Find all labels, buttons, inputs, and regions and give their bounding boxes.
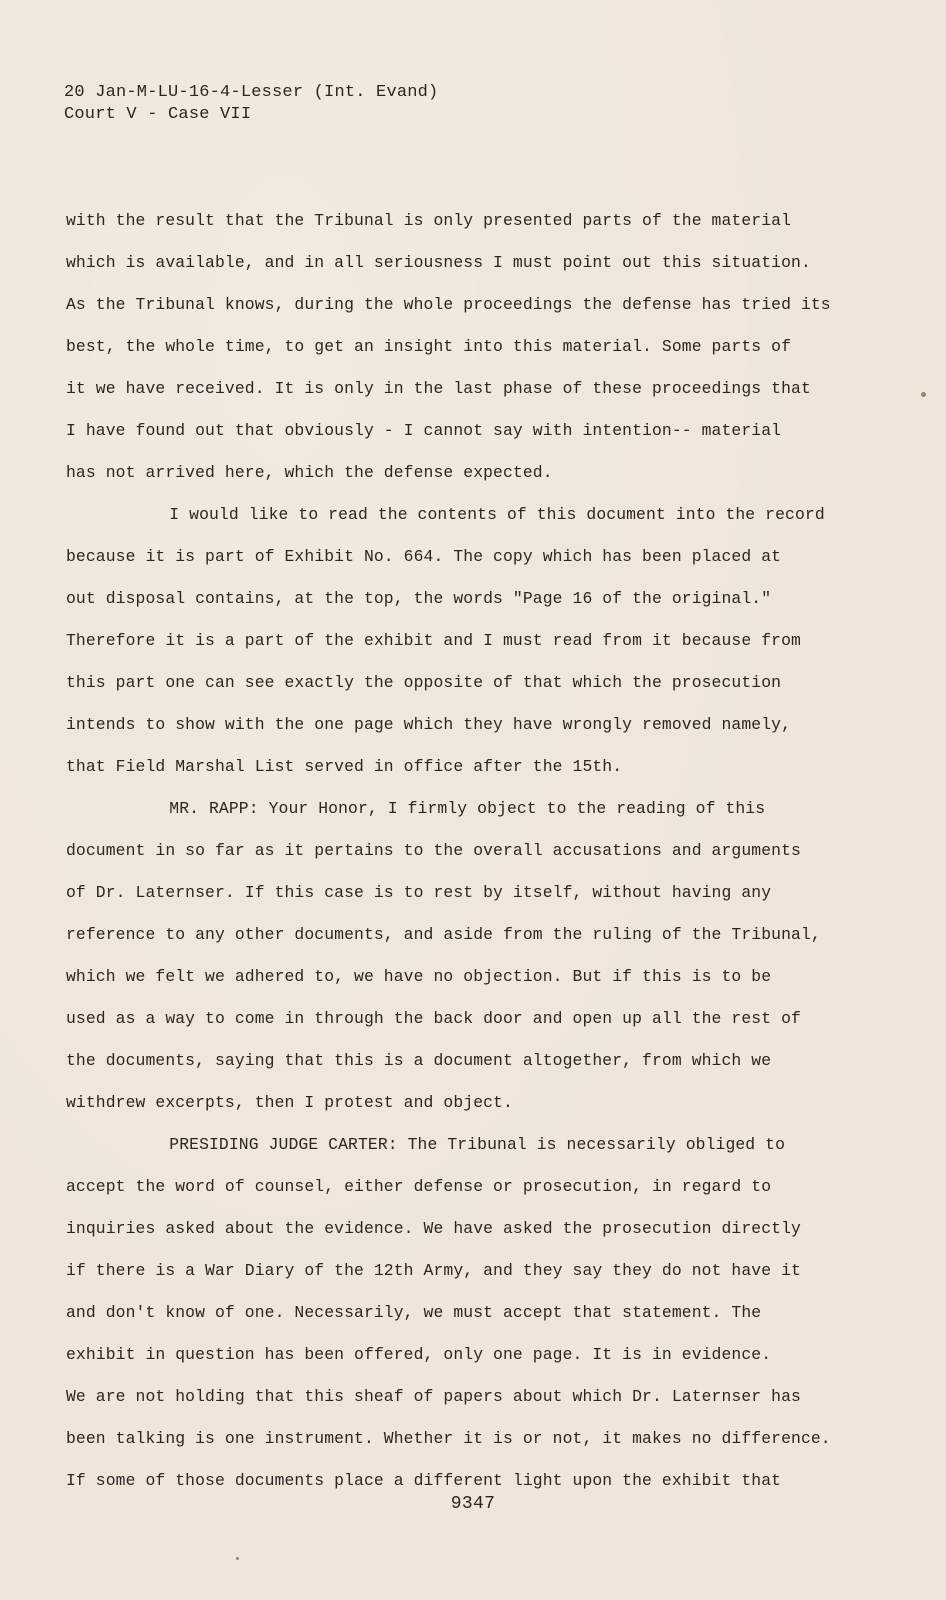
- paper-speck: [236, 1557, 239, 1560]
- transcript-line: best, the whole time, to get an insight into this material. Some parts of: [66, 337, 792, 356]
- transcript-line: I would like to read the contents of this document into the record: [169, 505, 825, 524]
- header-court-line: Court V - Case VII: [64, 105, 252, 124]
- transcript-line: As the Tribunal knows, during the whole proceedings the defense has tried its: [66, 295, 831, 314]
- header-reference-line: 20 Jan-M-LU-16-4-Lesser (Int. Evand): [64, 83, 439, 102]
- document-header: [64, 82, 438, 126]
- transcript-line: We are not holding that this sheaf of papers about which Dr. Laternser has: [66, 1387, 801, 1406]
- transcript-line: reference to any other documents, and aside from the ruling of the Tribunal,: [66, 925, 821, 944]
- transcript-line: inquiries asked about the evidence. We have asked the prosecution directly: [66, 1219, 801, 1238]
- paper-speck: [921, 392, 926, 397]
- transcript-line: this part one can see exactly the opposite of that which the prosecution: [66, 673, 782, 692]
- transcript-body: [66, 200, 866, 1502]
- transcript-line: that Field Marshal List served in office after the 15th.: [66, 757, 623, 776]
- transcript-line: the documents, saying that this is a document altogether, from which we: [66, 1051, 772, 1070]
- transcript-line: and don't know of one. Necessarily, we must accept that statement. The: [66, 1303, 762, 1322]
- transcript-line: I have found out that obviously - I cannot say with intention-- material: [66, 421, 782, 440]
- transcript-line: Therefore it is a part of the exhibit and I must read from it because from: [66, 631, 801, 650]
- transcript-line: it we have received. It is only in the last phase of these proceedings that: [66, 379, 811, 398]
- transcript-line: document in so far as it pertains to the overall accusations and arguments: [66, 841, 801, 860]
- transcript-line: been talking is one instrument. Whether it is or not, it makes no difference.: [66, 1429, 831, 1448]
- transcript-line: intends to show with the one page which they have wrongly removed namely,: [66, 715, 792, 734]
- transcript-line: which is available, and in all seriousness I must point out this situation.: [66, 253, 811, 272]
- transcript-line: used as a way to come in through the back door and open up all the rest of: [66, 1009, 801, 1028]
- transcript-line: PRESIDING JUDGE CARTER: The Tribunal is necessarily obliged to: [169, 1135, 786, 1154]
- transcript-line: withdrew excerpts, then I protest and object.: [66, 1093, 513, 1112]
- transcript-line: accept the word of counsel, either defense or prosecution, in regard to: [66, 1177, 772, 1196]
- transcript-line: MR. RAPP: Your Honor, I firmly object to the reading of this: [169, 799, 766, 818]
- transcript-line: out disposal contains, at the top, the words "Page 16 of the original.": [66, 589, 772, 608]
- transcript-line: which we felt we adhered to, we have no objection. But if this is to be: [66, 967, 772, 986]
- transcript-line: with the result that the Tribunal is only presented parts of the material: [66, 211, 792, 230]
- transcript-line: has not arrived here, which the defense expected.: [66, 463, 553, 482]
- transcript-line: of Dr. Laternser. If this case is to rest by itself, without having any: [66, 883, 772, 902]
- transcript-line: If some of those documents place a different light upon the exhibit that: [66, 1471, 782, 1490]
- transcript-line: because it is part of Exhibit No. 664. The copy which has been placed at: [66, 547, 782, 566]
- transcript-line: exhibit in question has been offered, only one page. It is in evidence.: [66, 1345, 772, 1364]
- page-number: 9347: [450, 1494, 496, 1514]
- transcript-line: if there is a War Diary of the 12th Army, and they say they do not have it: [66, 1261, 801, 1280]
